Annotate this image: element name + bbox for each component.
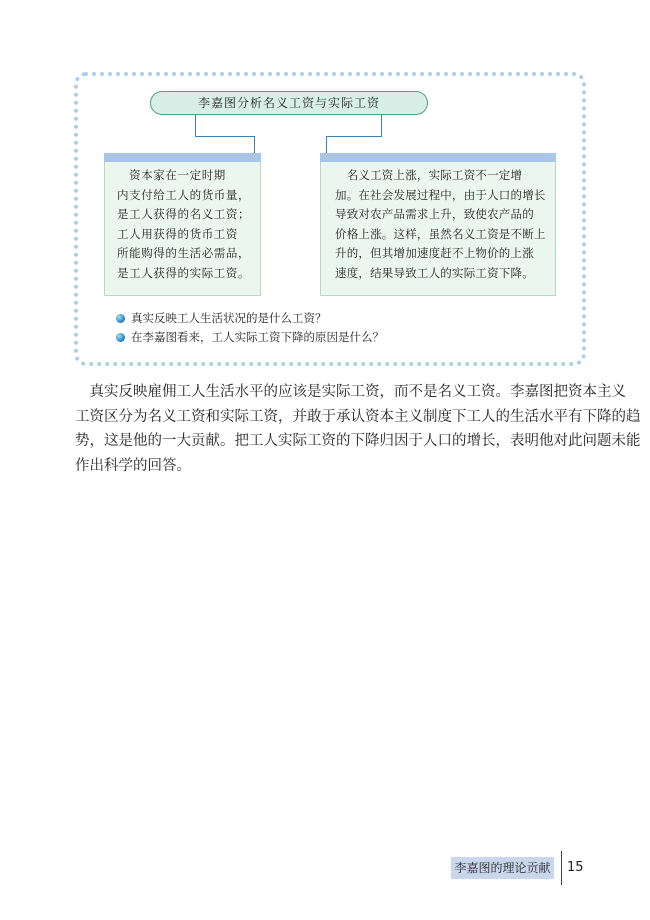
question-text: 在李嘉图看来，工人实际工资下降的原因是什么？ (131, 330, 384, 344)
right-card-text (335, 166, 546, 284)
right-card-header-bar (320, 153, 556, 162)
bullet-icon (116, 333, 125, 342)
connector-right-across (326, 136, 382, 137)
diagram-title: 李嘉图分析名义工资与实际工资 (150, 91, 428, 115)
connector-right-drop (326, 136, 327, 153)
question-text: 真实反映工人生活状况的是什么工资？ (131, 311, 327, 325)
footer-section-label: 李嘉图的理论贡献 (451, 857, 554, 879)
right-card-line: 名义工资上涨，实际工资不一定增 (335, 168, 523, 182)
connector-left-down (195, 115, 196, 137)
right-card-line: 价格上涨。这样，虽然名义工资是不断上 (335, 226, 546, 241)
bullet-icon (116, 314, 125, 323)
right-card-line: 加。在社会发展过程中，由于人口的增长 (335, 187, 546, 202)
left-card-header-bar (104, 153, 261, 162)
connector-right-down (381, 115, 382, 137)
left-card-line: 资本家在一定时期 (117, 168, 226, 182)
right-card (320, 153, 556, 296)
question-item (116, 310, 327, 326)
connector-left-across (195, 136, 255, 137)
right-card-line: 速度，结果导致工人的实际工资下降。 (335, 265, 534, 280)
question-item (116, 329, 384, 345)
left-card-line: 是工人获得的实际工资。 (117, 265, 251, 280)
body-paragraph (75, 380, 641, 478)
connector-left-drop (254, 136, 255, 153)
left-card-line: 工人用获得的货币工资 (117, 226, 238, 241)
left-card (104, 153, 261, 296)
paragraph-line: 势，这是他的一大贡献。把工人实际工资的下降归因于人口的增长，表明他对此问题未能 (75, 433, 641, 450)
page-number: 15 (567, 860, 584, 875)
left-card-text (117, 166, 250, 284)
right-card-line: 升的，但其增加速度赶不上物价的上涨 (335, 246, 534, 261)
paragraph-line: 工资区分为名义工资和实际工资，并敢于承认资本主义制度下工人的生活水平有下降的趋 (75, 408, 641, 425)
footer-divider (561, 851, 562, 885)
left-card-line: 是工人获得的名义工资； (117, 207, 251, 222)
paragraph-line: 真实反映雇佣工人生活水平的应该是实际工资，而不是名义工资。李嘉图把资本主义 (75, 384, 626, 400)
paragraph-line: 作出科学的回答。 (75, 457, 191, 474)
left-card-line: 内支付给工人的货币量， (117, 187, 251, 202)
right-card-line: 导致对农产品需求上升，致使农产品的 (335, 207, 534, 222)
left-card-line: 所能购得的生活必需品， (117, 246, 251, 261)
